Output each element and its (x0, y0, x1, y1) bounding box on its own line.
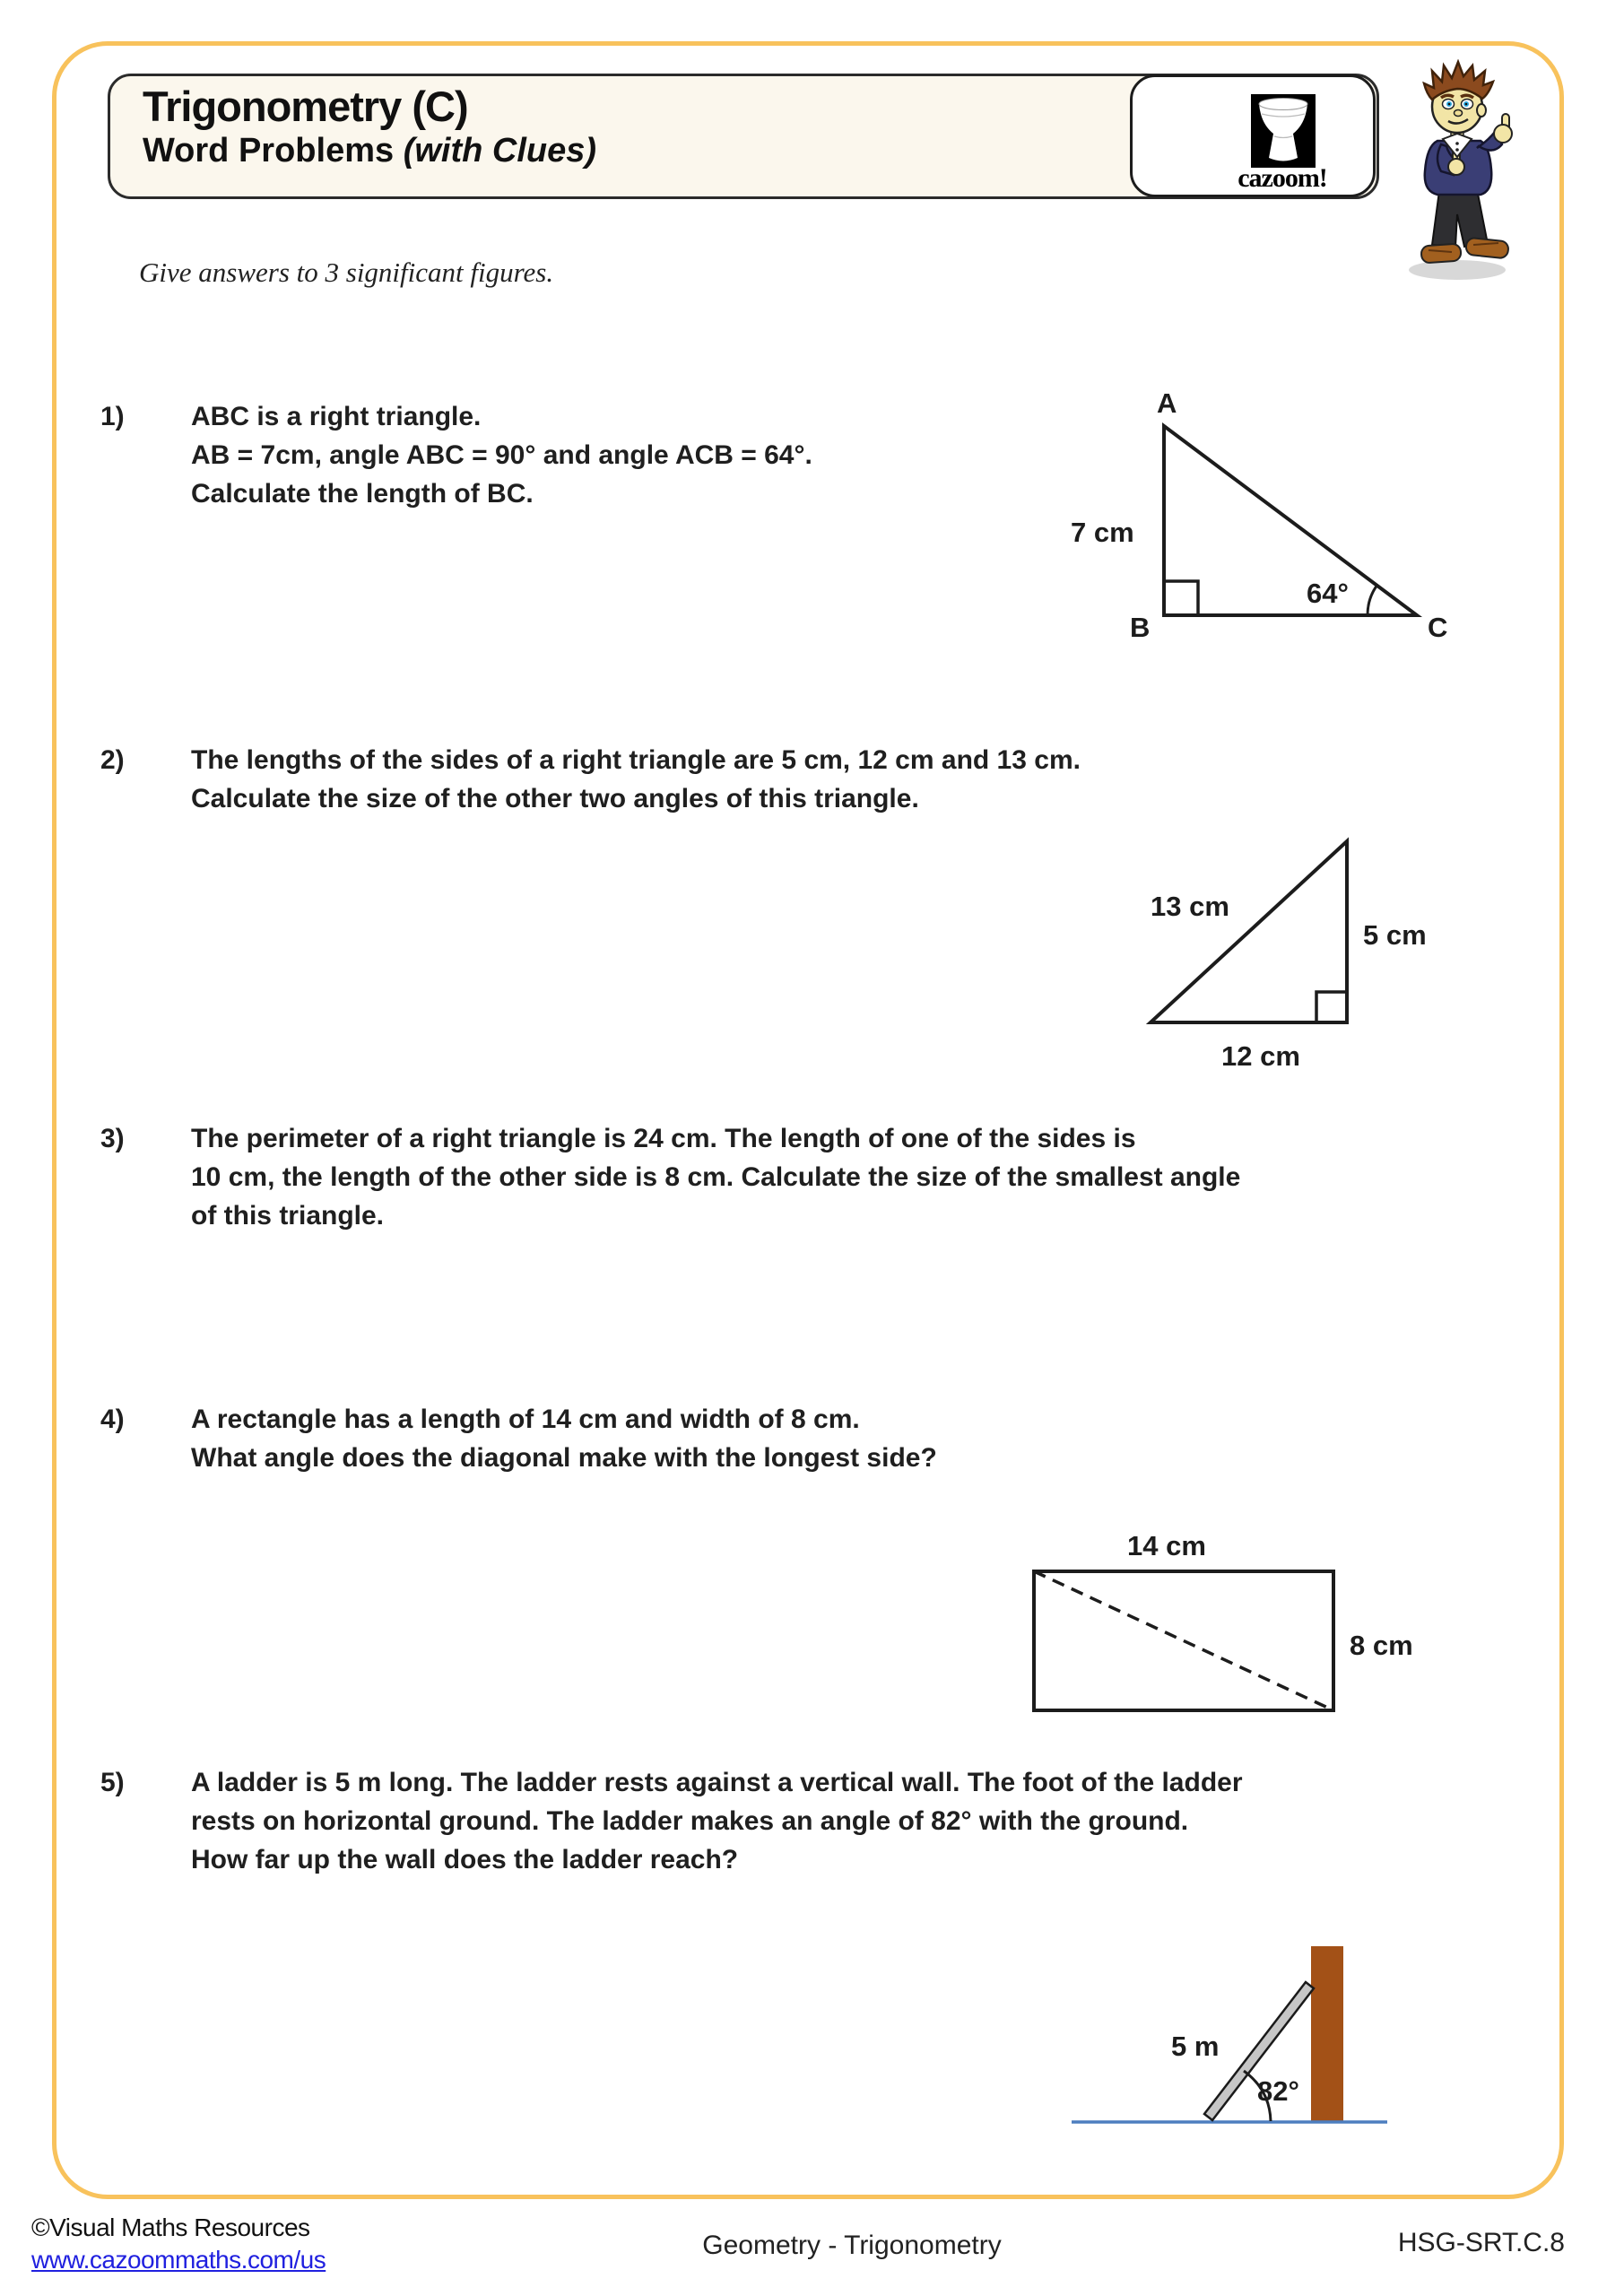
problem-4-line: A rectangle has a length of 14 cm and width of 8 cm. (191, 1405, 860, 1434)
problem-1-line: AB = 7cm, angle ABC = 90° and angle ACB = 64°. (191, 440, 812, 470)
problem-3-line: of this triangle. (191, 1201, 385, 1231)
problem-2-line: Calculate the size of the other two angles of this triangle. (191, 784, 919, 813)
angle-arc (1368, 585, 1377, 615)
footer-standard-code: HSG-SRT.C.8 (1397, 2228, 1565, 2257)
diagonal-dashed-line (1034, 1571, 1333, 1710)
page-border (52, 41, 1564, 2199)
rectangle-diagram (1013, 1514, 1480, 1725)
footer-copyright: ©Visual Maths Resources (31, 2213, 310, 2241)
right-angle-marker (1316, 992, 1347, 1022)
ladder-angle-label: 82° (1257, 2075, 1299, 2107)
ladder-diagram (1058, 1919, 1444, 2144)
problem-1-line: Calculate the length of BC. (191, 479, 534, 509)
triangle-5-12-13-diagram (1094, 814, 1453, 1083)
problem-5-line: rests on horizontal ground. The ladder makes an angle of 82° with the ground. (191, 1806, 1189, 1836)
worksheet-subtitle-main: Word Problems (143, 132, 395, 170)
worksheet-title: Trigonometry (C) (143, 83, 468, 130)
problem-1-number: 1) (100, 402, 125, 431)
mascot-image (1402, 59, 1527, 285)
problem-3-number: 3) (100, 1124, 125, 1153)
footer-topic: Geometry - Trigonometry (702, 2231, 1002, 2260)
problem-2-number: 2) (100, 745, 125, 775)
wall-shape (1311, 1946, 1343, 2122)
angle-c-label: 64° (1307, 578, 1349, 609)
problem-1-line: ABC is a right triangle. (191, 402, 482, 431)
vertex-a-label: A (1157, 387, 1177, 419)
base-side-label: 12 cm (1221, 1040, 1300, 1072)
rect-width-label: 8 cm (1350, 1630, 1413, 1661)
problem-3-line: 10 cm, the length of the other side is 8 cm. Calculate the size of the smallest angle (191, 1162, 1241, 1192)
vertical-side-label: 5 cm (1363, 919, 1427, 951)
side-ab-label: 7 cm (1071, 517, 1134, 548)
problem-4-number: 4) (100, 1405, 125, 1434)
ladder-length-label: 5 m (1171, 2031, 1220, 2062)
triangle-abc-diagram (1058, 375, 1471, 653)
problem-5-line: A ladder is 5 m long. The ladder rests against a vertical wall. The foot of the ladder (191, 1768, 1243, 1797)
vertex-c-label: C (1428, 612, 1448, 643)
rect-length-label: 14 cm (1127, 1530, 1206, 1561)
hypotenuse-label: 13 cm (1151, 891, 1229, 922)
drum-icon (1251, 94, 1316, 168)
cazoom-logo (1130, 74, 1376, 197)
problem-5-line: How far up the wall does the ladder reach? (191, 1845, 739, 1874)
right-angle-marker (1164, 581, 1198, 615)
worksheet-subtitle-italic: (with Clues) (403, 132, 597, 170)
footer-website-link[interactable]: www.cazoommaths.com/us (31, 2246, 326, 2274)
vertex-b-label: B (1130, 612, 1151, 643)
problem-4-line: What angle does the diagonal make with the longest side? (191, 1443, 937, 1473)
problem-5-number: 5) (100, 1768, 125, 1797)
worksheet-subtitle (143, 132, 596, 170)
problem-3-line: The perimeter of a right triangle is 24 cm. The length of one of the sides is (191, 1124, 1136, 1153)
problem-2-line: The lengths of the sides of a right triangle are 5 cm, 12 cm and 13 cm. (191, 745, 1081, 775)
cazoom-logo-text: cazoom! (1238, 163, 1327, 193)
instruction-text: Give answers to 3 significant figures. (139, 257, 554, 288)
